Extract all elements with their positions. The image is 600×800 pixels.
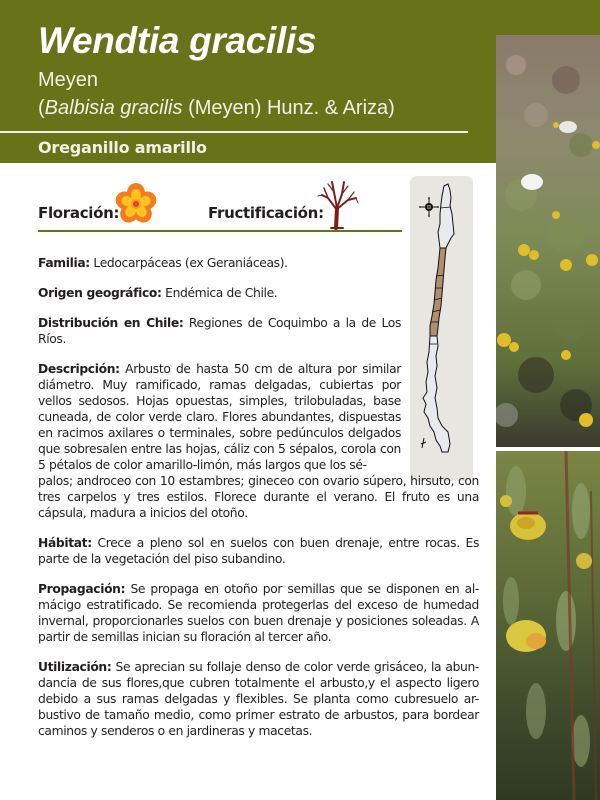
synonym-open: ( [38,97,45,119]
habitat-label: Hábitat: [38,536,92,550]
descripcion-wide [38,473,479,521]
synonym-italic: Balbisia gracilis [44,97,183,119]
descripcion-text-2: palos; androceo con 10 estambres; gineceo con ovario súpero, hirsuto, con tres carpelos y tres estilos. Florece durante el verano. El fruto es una cápsula, madura a inicios del otoño. [38,474,479,520]
header-divider [0,131,468,133]
phenology-row [38,180,402,228]
section-familia [38,255,401,271]
origen-label: Origen geográfico: [38,286,162,300]
common-name: Oreganillo amarillo [38,138,207,157]
section-distribucion [38,315,401,347]
descripcion-text-1: Arbusto de hasta 50 cm de altura por similar diámetro. Muy ramificado, ramas delgadas, cubiertas por vellos sedosos. Hojas opuestas, simples, trilobuladas, base cuneada, de color verde claro. Flores abundantes, dispuestas en racimos axilares o terminales, sobre pedúnculos delgados que sobresalen entre las hojas, cáliz con 5 sépalos, corola con 5 pétalos de color amarillo-limón, más largos que los sé- [38,362,401,472]
synonym [38,98,395,118]
section-origen [38,285,401,301]
synonym-rest: (Meyen) Hunz. & Ariza) [182,97,395,119]
flower-closeup-photo [496,451,600,800]
fruiting-label: Fructificación: [208,204,324,222]
species-description [38,255,478,753]
habitat-text: Crece a pleno sol en suelos con buen drenaje, entre rocas. Es parte de la vegetación del piso subandino. [38,536,479,566]
section-descripcion [38,361,478,521]
propagacion-text: Se propaga en otoño por semillas que se disponen en al-mácigo estratificado. Se recomienda protegerlas del exceso de humedad invernal, proporcionarles suelos con buen drenaje y posiciones soleadas. A partir de semillas inician su floración al tercer año. [38,582,479,644]
utilizacion-text: Se aprecian su follaje denso de color verde grisáceo, la abun-dancia de sus flores,que cubren totalmente el arbusto,y el aspecto ligero debido a sus ramas delgadas y flexibles. Se planta como cubresuelo ar-bustivo de tamaño medio, como primer estrato de arbustos, para bordear caminos y senderos o en jardineras y macetas. [38,660,479,738]
compass-rose-icon [419,197,439,217]
descripcion-narrow [38,361,401,473]
familia-text: Ledocarpáceas (ex Geraniáceas). [89,256,288,270]
flower-icon [114,182,158,226]
scientific-name: Wendtia gracilis [38,20,317,61]
phenology-divider [38,230,402,232]
familia-label: Familia: [38,256,90,270]
flowering-label: Floración: [38,204,120,222]
author: Meyen [38,69,99,91]
distribucion-text: Regiones de Coquimbo a la de Los Ríos. [38,316,401,346]
section-utilizacion [38,659,479,739]
section-propagacion [38,581,479,645]
origen-text: Endémica de Chile. [161,286,278,300]
bare-tree-icon [316,178,360,230]
distribucion-label: Distribución en Chile: [38,316,184,330]
habit-photo [496,35,600,447]
utilizacion-label: Utilización: [38,660,112,674]
descripcion-label: Descripción: [38,362,120,376]
propagacion-label: Propagación: [38,582,126,596]
section-habitat [38,535,479,567]
